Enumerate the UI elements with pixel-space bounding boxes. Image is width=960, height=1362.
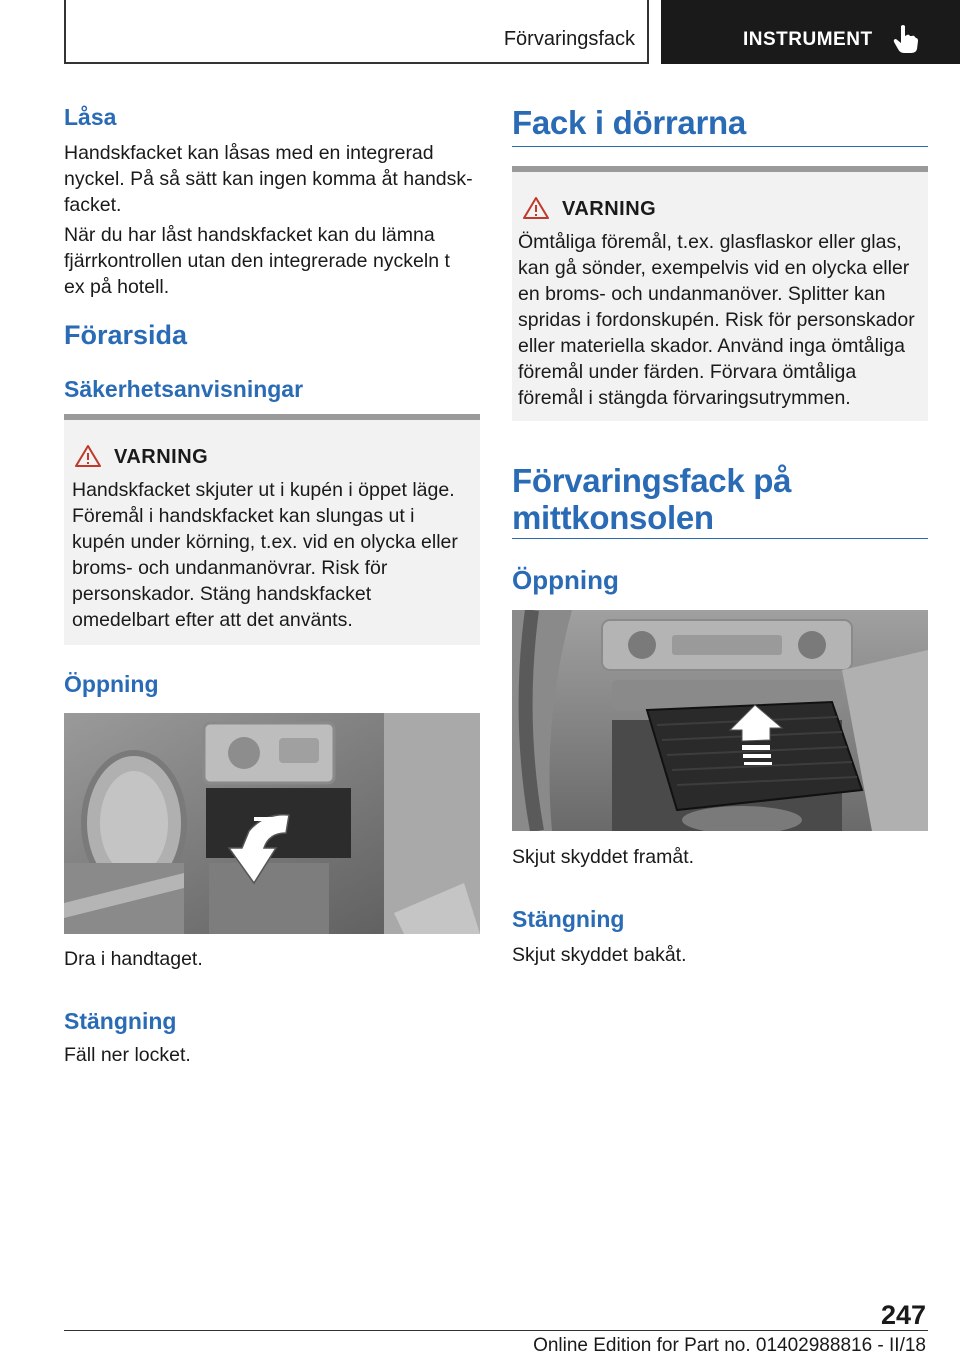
oppning-caption-left: Dra i handtaget. xyxy=(64,948,203,970)
warning-text: Ömtåliga föremål, t.ex. glasflaskor eller glas, kan gå sönder, exempelvis vid en olycka eller en broms- och undanmanöver. Splitter kan spridas i fordonskupén. Risk för personskador eller materiella skador. Använd inga ömtåliga föremål under färden. Förvara ömtåliga föremål i stängda förvaringsutrymmen. xyxy=(518,231,915,409)
oppning-caption-right: Skjut skyddet framåt. xyxy=(512,846,695,868)
sakerhetsanvisningar-heading: Säkerhetsanvisningar xyxy=(64,376,304,402)
stangning-text-right: Skjut skyddet bakåt. xyxy=(512,944,687,966)
pointing-hand-icon xyxy=(893,24,919,54)
oppning-heading-left: Öppning xyxy=(64,671,159,697)
lasa-paragraph-1: Handskfacket kan låsas med en integrerad nyckel. På så sätt kan ingen komma åt handskfacket. xyxy=(64,142,473,216)
lasa-heading: Låsa xyxy=(64,104,117,130)
stangning-heading-right: Stängning xyxy=(512,906,625,932)
edition-text: Online Edition for Part no. 01402988816 - II/18 xyxy=(533,1335,926,1356)
warning-box-glovebox xyxy=(64,414,480,645)
warning-box-doors xyxy=(512,166,928,421)
header-section-title: Förvaringsfack xyxy=(503,28,635,50)
oppning-heading-right: Öppning xyxy=(512,565,619,595)
page-number: 247 xyxy=(880,1300,926,1330)
warning-triangle-icon xyxy=(522,196,550,220)
glovebox-handle-photo xyxy=(64,713,480,934)
heading-rule-2 xyxy=(512,538,928,539)
stangning-heading-left: Stängning xyxy=(64,1008,177,1034)
header-section-tab xyxy=(64,0,649,64)
lasa-paragraph-2: När du har låst handskfacket kan du lämna fjärrkontrollen utan den integrerade nyckeln t ex på hotell. xyxy=(64,224,450,298)
fack-i-dorrarna-heading: Fack i dörrarna xyxy=(512,104,746,141)
header-chapter-title: INSTRUMENT xyxy=(743,29,873,50)
stangning-text-left: Fäll ner locket. xyxy=(64,1044,191,1066)
warning-text: Handskfacket skjuter ut i kupén i öppet läge. Föremål i handskfacket kan slungas ut i kupén under körning, t.ex. vid en olycka eller broms- och undanmanövrar. Risk för personskador. Stäng handskfacket omedelbart efter att det använts. xyxy=(72,479,458,631)
header-chapter-tab xyxy=(661,0,960,64)
heading-rule-1 xyxy=(512,146,928,147)
center-console-photo xyxy=(512,610,928,831)
warning-label: VARNING xyxy=(562,198,657,220)
warning-label: VARNING xyxy=(114,446,209,468)
footer-rule xyxy=(64,1330,928,1331)
mittkonsolen-heading: Förvaringsfack på mittkonsolen xyxy=(512,462,792,536)
warning-triangle-icon xyxy=(74,444,102,468)
forarsida-heading: Förarsida xyxy=(64,320,188,350)
